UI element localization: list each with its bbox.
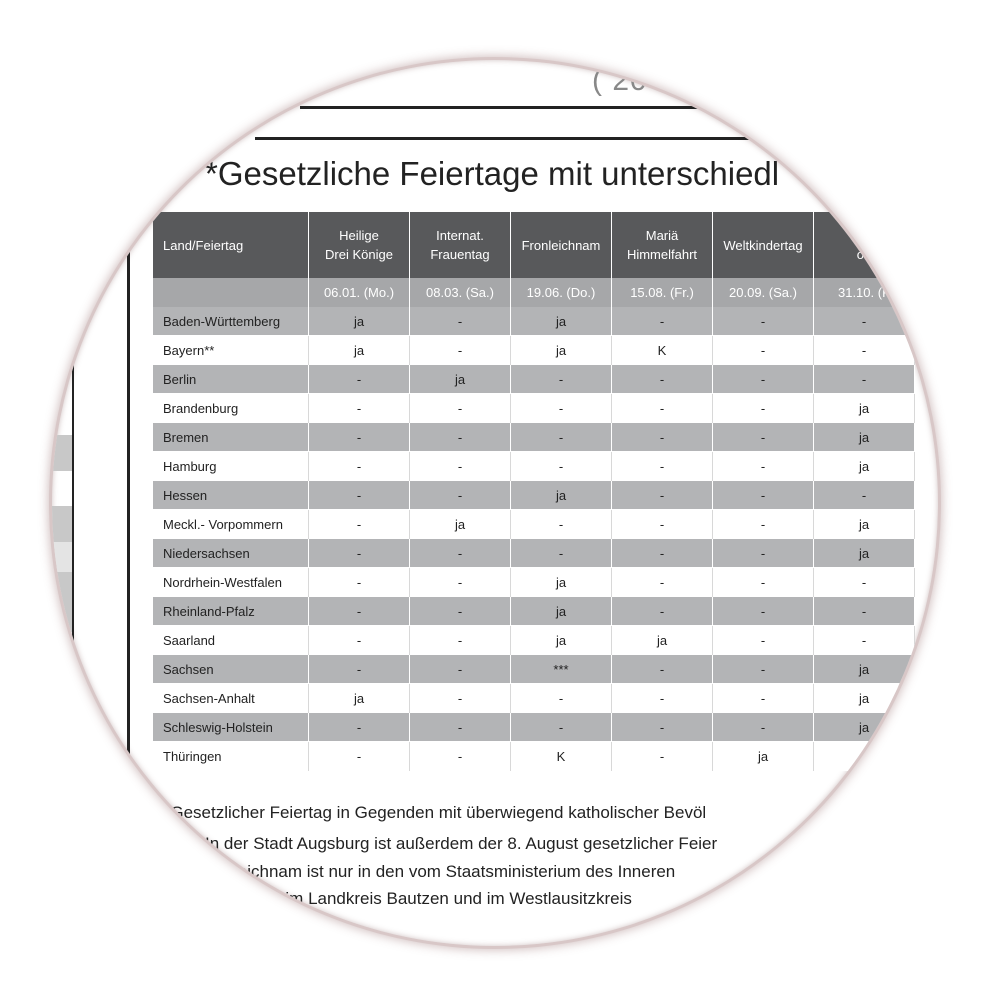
holiday-cell: - xyxy=(713,510,814,539)
state-name: Schleswig-Holstein xyxy=(153,713,309,742)
holiday-cell: - xyxy=(309,394,410,423)
holiday-cell: ja xyxy=(511,307,612,336)
state-name: Bayern** xyxy=(153,336,309,365)
holiday-cell: - xyxy=(713,713,814,742)
holiday-cell: - xyxy=(814,626,915,655)
rule-section xyxy=(255,137,938,140)
holiday-cell: - xyxy=(612,568,713,597)
holiday-cell: - xyxy=(410,539,511,568)
left-page-stripe xyxy=(52,435,72,471)
holiday-cell: - xyxy=(713,394,814,423)
holiday-cell: ja xyxy=(612,626,713,655)
holiday-cell: - xyxy=(814,307,915,336)
holiday-cell: - xyxy=(309,626,410,655)
holiday-cell: - xyxy=(511,423,612,452)
holiday-cell: ja xyxy=(713,742,814,771)
state-name: Saarland xyxy=(153,626,309,655)
header-holiday: Heilige Drei Könige xyxy=(309,212,410,278)
holiday-cell: - xyxy=(713,655,814,684)
holiday-cell: - xyxy=(814,568,915,597)
state-name: Berlin xyxy=(153,365,309,394)
holiday-cell: ja xyxy=(814,684,915,713)
holiday-cell: - xyxy=(511,539,612,568)
holiday-cell: - xyxy=(612,655,713,684)
holiday-cell: - xyxy=(814,336,915,365)
holiday-cell: ja xyxy=(511,481,612,510)
holiday-cell: - xyxy=(309,423,410,452)
holiday-cell: ja xyxy=(410,365,511,394)
header-holiday: Re on xyxy=(814,212,915,278)
table-row xyxy=(153,365,915,394)
holiday-cell: - xyxy=(410,684,511,713)
holiday-cell: - xyxy=(511,684,612,713)
state-name: Niedersachsen xyxy=(153,539,309,568)
holiday-cell: - xyxy=(309,365,410,394)
holiday-cell: ja xyxy=(814,655,915,684)
holiday-cell: - xyxy=(309,742,410,771)
holiday-cell: - xyxy=(410,394,511,423)
holiday-cell: - xyxy=(814,481,915,510)
header-holiday: Mariä Himmelfahrt xyxy=(612,212,713,278)
holiday-cell: - xyxy=(713,423,814,452)
holiday-cell: - xyxy=(511,394,612,423)
header-date: 15.08. (Fr.) xyxy=(612,278,713,307)
footnote-1: - Gesetzlicher Feiertag in Gegenden mit überwiegend katholischer Bevöl xyxy=(160,803,707,822)
holiday-cell: - xyxy=(309,597,410,626)
holiday-cell: ja xyxy=(814,423,915,452)
holiday-cell: - xyxy=(612,742,713,771)
table-row xyxy=(153,394,915,423)
holiday-cell: - xyxy=(309,539,410,568)
table-row xyxy=(153,539,915,568)
holiday-cell: ja xyxy=(410,510,511,539)
table-row xyxy=(153,423,915,452)
table-row xyxy=(153,481,915,510)
holiday-cell: ja xyxy=(309,684,410,713)
header-land: Land/Feiertag xyxy=(153,212,309,278)
holiday-cell: - xyxy=(612,481,713,510)
holiday-cell: - xyxy=(713,626,814,655)
footnote-3: leichnam ist nur in den vom Staatsministerium des Inneren xyxy=(234,862,676,881)
table-row xyxy=(153,684,915,713)
holiday-cell: ja xyxy=(814,510,915,539)
holiday-cell xyxy=(814,742,915,771)
rule-vertical xyxy=(127,230,130,770)
holiday-cell: - xyxy=(612,423,713,452)
holiday-cell: - xyxy=(612,597,713,626)
holiday-cell: - xyxy=(309,452,410,481)
holiday-cell: - xyxy=(612,307,713,336)
document-page xyxy=(52,60,938,946)
state-name: Thüringen xyxy=(153,742,309,771)
state-name: Sachsen-Anhalt xyxy=(153,684,309,713)
state-name: Hamburg xyxy=(153,452,309,481)
table-row xyxy=(153,336,915,365)
state-name: Nordrhein-Westfalen xyxy=(153,568,309,597)
footnote-2: In der Stadt Augsburg ist außerdem der 8. August gesetzlicher Feier xyxy=(205,834,718,853)
header-date: 31.10. (F xyxy=(814,278,915,307)
left-page-stripe xyxy=(52,572,72,632)
holiday-cell: - xyxy=(410,655,511,684)
holiday-cell: *** xyxy=(511,655,612,684)
holiday-cell: - xyxy=(410,452,511,481)
holiday-cell: - xyxy=(410,481,511,510)
holiday-cell: - xyxy=(410,626,511,655)
holiday-cell: - xyxy=(410,597,511,626)
holiday-cell: - xyxy=(309,713,410,742)
holiday-cell: ja xyxy=(309,307,410,336)
holiday-cell: - xyxy=(612,539,713,568)
holiday-cell: - xyxy=(713,568,814,597)
holiday-cell: - xyxy=(410,336,511,365)
table-row xyxy=(153,510,915,539)
holiday-cell: ja xyxy=(814,539,915,568)
holiday-cell: - xyxy=(410,568,511,597)
table-row xyxy=(153,713,915,742)
state-name: Rheinland-Pfalz xyxy=(153,597,309,626)
table-row xyxy=(153,597,915,626)
header-date-blank xyxy=(153,278,309,307)
header-holiday: Fronleichnam xyxy=(511,212,612,278)
header-date: 06.01. (Mo.) xyxy=(309,278,410,307)
holiday-cell: - xyxy=(410,713,511,742)
table-row xyxy=(153,742,915,771)
holiday-cell: - xyxy=(713,307,814,336)
state-name: Baden-Württemberg xyxy=(153,307,309,336)
holiday-cell: - xyxy=(612,365,713,394)
state-name: Hessen xyxy=(153,481,309,510)
holiday-cell: ja xyxy=(309,336,410,365)
holiday-cell: ja xyxy=(814,713,915,742)
holiday-cell: - xyxy=(511,452,612,481)
holiday-cell: - xyxy=(410,307,511,336)
holiday-table xyxy=(153,212,915,771)
left-page-border xyxy=(72,300,74,680)
header-holiday: Weltkindertag xyxy=(713,212,814,278)
holiday-cell: - xyxy=(612,684,713,713)
holiday-cell: - xyxy=(410,423,511,452)
holiday-cell: - xyxy=(713,452,814,481)
table-row xyxy=(153,568,915,597)
holiday-cell: - xyxy=(713,684,814,713)
holiday-cell: ja xyxy=(814,452,915,481)
holiday-cell: - xyxy=(612,510,713,539)
state-name: Sachsen xyxy=(153,655,309,684)
holiday-cell: ja xyxy=(511,336,612,365)
holiday-cell: K xyxy=(511,742,612,771)
holiday-cell: - xyxy=(612,394,713,423)
footnote-4: len im Landkreis Bautzen und im Westlausitzkreis xyxy=(258,889,632,908)
state-name: Meckl.- Vorpommern xyxy=(153,510,309,539)
left-page-stripe xyxy=(52,506,72,542)
holiday-cell: - xyxy=(612,452,713,481)
holiday-cell: ja xyxy=(511,597,612,626)
header-holiday: Internat. Frauentag xyxy=(410,212,511,278)
holiday-cell: - xyxy=(309,481,410,510)
holiday-cell: - xyxy=(713,481,814,510)
holiday-cell: - xyxy=(713,597,814,626)
holiday-cell: - xyxy=(309,510,410,539)
table-row xyxy=(153,307,915,336)
holiday-cell: - xyxy=(511,365,612,394)
year-heading: ( 20 xyxy=(592,64,648,97)
holiday-cell: - xyxy=(309,655,410,684)
holiday-cell: - xyxy=(511,713,612,742)
holiday-cell: ja xyxy=(511,568,612,597)
holiday-cell: - xyxy=(713,365,814,394)
table-row xyxy=(153,452,915,481)
state-name: Brandenburg xyxy=(153,394,309,423)
holiday-cell: - xyxy=(511,510,612,539)
header-date: 20.09. (Sa.) xyxy=(713,278,814,307)
holiday-cell: - xyxy=(814,597,915,626)
holiday-cell: - xyxy=(410,742,511,771)
header-date: 19.06. (Do.) xyxy=(511,278,612,307)
holiday-cell: - xyxy=(612,713,713,742)
holiday-cell: K xyxy=(612,336,713,365)
page-title: *Gesetzliche Feiertage mit unterschiedl xyxy=(205,155,780,192)
holiday-cell: - xyxy=(309,568,410,597)
table-row xyxy=(153,626,915,655)
holiday-cell: - xyxy=(814,365,915,394)
state-name: Bremen xyxy=(153,423,309,452)
holiday-cell: ja xyxy=(511,626,612,655)
left-page-stripe xyxy=(52,542,72,572)
table-row xyxy=(153,655,915,684)
header-date: 08.03. (Sa.) xyxy=(410,278,511,307)
magnifier-lens xyxy=(52,60,938,946)
holiday-cell: - xyxy=(713,336,814,365)
holiday-cell: - xyxy=(713,539,814,568)
rule-top xyxy=(300,106,938,109)
holiday-cell: ja xyxy=(814,394,915,423)
